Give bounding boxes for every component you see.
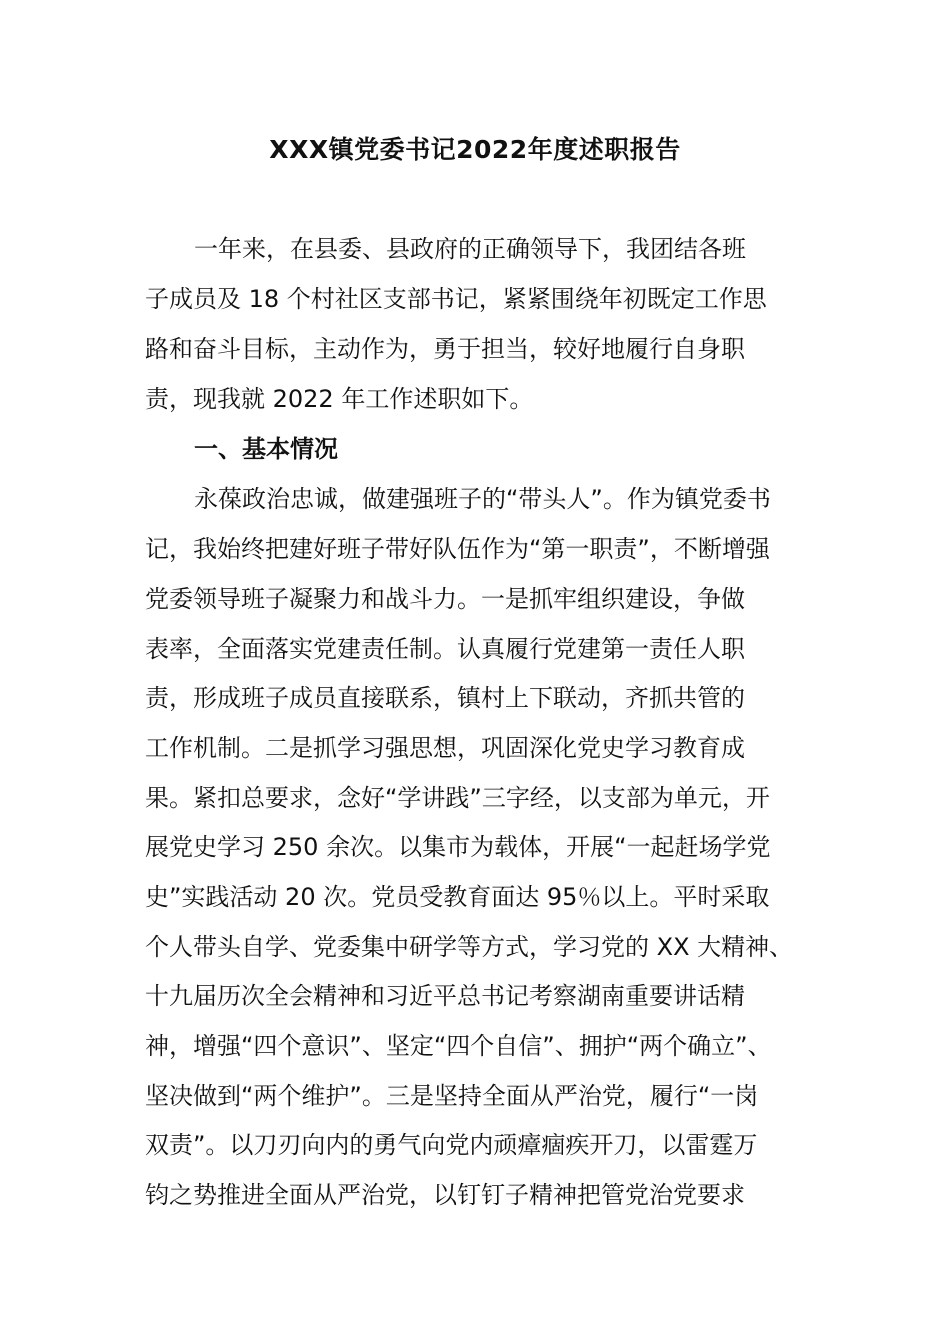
paragraph-line: 记，我始终把建好班子带好队伍作为“第一职责”，不断增强 [145, 535, 770, 563]
paragraph-line: 坚决做到“两个维护”。三是坚持全面从严治党，履行“一岗 [145, 1082, 759, 1110]
paragraph-line: 一年来，在县委、县政府的正确领导下，我团结各班 [194, 235, 746, 263]
paragraph-line: 钧之势推进全面从严治党，以钉钉子精神把管党治党要求 [145, 1181, 745, 1209]
paragraph-line: 表率，全面落实党建责任制。认真履行党建第一责任人职 [145, 635, 745, 663]
paragraph-line: 十九届历次全会精神和习近平总书记考察湖南重要讲话精 [145, 982, 745, 1010]
paragraph-line: 工作机制。二是抓学习强思想，巩固深化党史学习教育成 [145, 734, 745, 762]
paragraph-line: 展党史学习 250 余次。以集市为载体，开展“一起赶场学党 [145, 833, 771, 861]
paragraph-line: 责，现我就 2022 年工作述职如下。 [145, 385, 534, 413]
paragraph-line: 史”实践活动 20 次。党员受教育面达 95％以上。平时采取 [145, 883, 770, 911]
paragraph-line: 个人带头自学、党委集中研学等方式，学习党的 XX 大精神、 [145, 933, 794, 961]
section-heading: 一、基本情况 [194, 435, 338, 463]
paragraph-line: 责，形成班子成员直接联系，镇村上下联动，齐抓共管的 [145, 684, 745, 712]
paragraph-line: 双责”。以刀刃向内的勇气向党内顽瘴痼疾开刀，以雷霆万 [145, 1131, 758, 1159]
paragraph-line: 子成员及 18 个村社区支部书记，紧紧围绕年初既定工作思 [145, 285, 767, 313]
paragraph-line: 永葆政治忠诚，做建强班子的“带头人”。作为镇党委书 [194, 485, 771, 513]
document-title: XXX镇党委书记2022年度述职报告 [269, 135, 681, 164]
paragraph-line: 神，增强“四个意识”、坚定“四个自信”、拥护“两个确立”、 [145, 1032, 772, 1060]
paragraph-line: 党委领导班子凝聚力和战斗力。一是抓牢组织建设，争做 [145, 585, 745, 613]
paragraph-line: 路和奋斗目标，主动作为，勇于担当，较好地履行自身职 [145, 335, 745, 363]
paragraph-line: 果。紧扣总要求，念好“学讲践”三字经，以支部为单元，开 [145, 784, 770, 812]
